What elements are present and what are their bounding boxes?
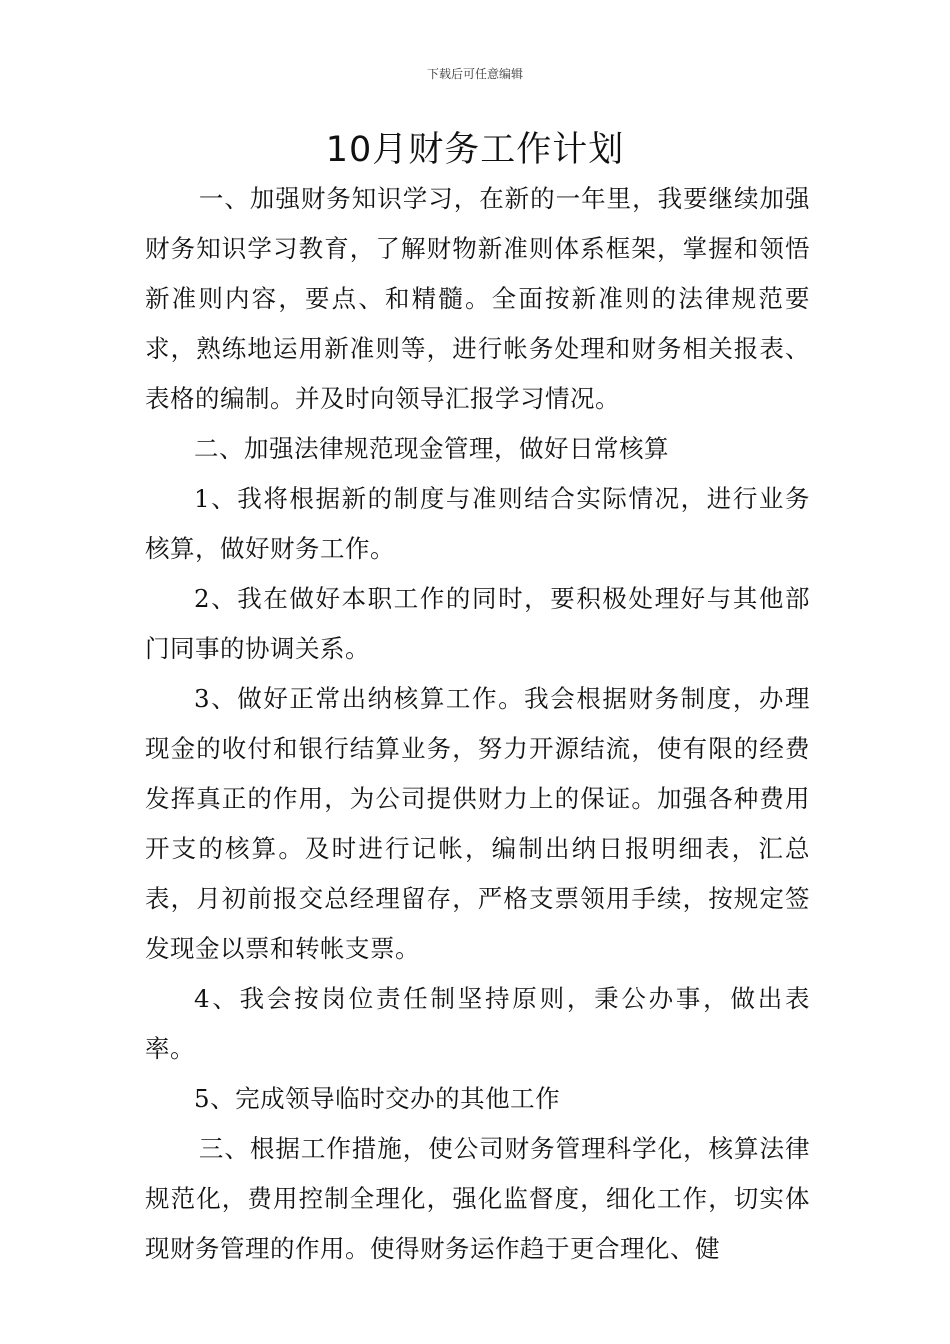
paragraph-section-3: 三、根据工作措施，使公司财务管理科学化，核算法律规范化，费用控制全理化，强化监督度，细化工作，切实体现财务管理的作用。使得财务运作趋于更合理化、健 <box>145 1134 810 1263</box>
paragraph-item-1: 1、我将根据新的制度与准则结合实际情况，进行业务核算，做好财务工作。 <box>145 484 810 563</box>
paragraph-item-5: 5、完成领导临时交办的其他工作 <box>194 1084 561 1113</box>
document-title: 10月财务工作计划 <box>325 130 625 170</box>
paragraph-item-2: 2、我在做好本职工作的同时，要积极处理好与其他部门同事的协调关系。 <box>145 584 810 663</box>
paragraph-section-2-heading: 二、加强法律规范现金管理，做好日常核算 <box>194 434 669 463</box>
paragraph-item-4: 4、我会按岗位责任制坚持原则，秉公办事，做出表率。 <box>145 984 810 1063</box>
paragraph-item-3: 3、做好正常出纳核算工作。我会根据财务制度，办理现金的收付和银行结算业务，努力开源结流，使有限的经费发挥真正的作用，为公司提供财力上的保证。加强各种费用开支的核算。及时进行记帐，编制出纳日报明细表，汇总表，月初前报交总经理留存，严格支票领用手续，按规定签发现金以票和转帐支票。 <box>145 684 810 963</box>
header-note: 下载后可任意编辑 <box>426 67 523 81</box>
document-body <box>145 174 810 1274</box>
paragraph-section-1: 一、加强财务知识学习，在新的一年里，我要继续加强财务知识学习教育，了解财物新准则体系框架，掌握和领悟新准则内容，要点、和精髓。全面按新准则的法律规范要求，熟练地运用新准则等，进行帐务处理和财务相关报表、表格的编制。并及时向领导汇报学习情况。 <box>145 184 810 413</box>
